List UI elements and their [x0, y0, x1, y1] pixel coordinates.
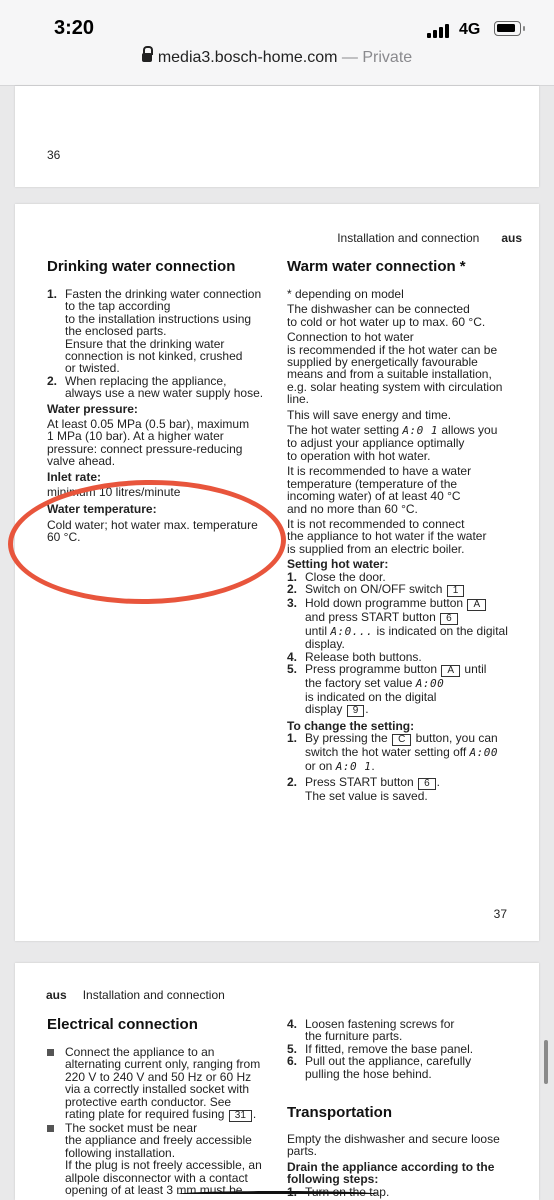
transport-column — [287, 1018, 527, 1080]
list-item: 1. By pressing the C button, you can switch the hot water setting off A:00 or on A:0 1. — [287, 732, 527, 773]
text-line: the appliance and freely accessible — [65, 1133, 252, 1148]
url-separator: — — [337, 49, 363, 66]
text-line: Release both buttons. — [305, 649, 422, 664]
text-fragment: is indicated on the digital — [376, 623, 508, 638]
text-line — [305, 663, 527, 677]
text-fragment: button, you can — [415, 731, 498, 746]
text-fragment: switch the hot water setting off — [305, 745, 467, 760]
electrical-connection-title: Electrical connection — [47, 1016, 198, 1033]
list-item — [47, 1046, 279, 1122]
text-line: opening of at least 3 mm must be — [65, 1183, 243, 1198]
button-ref: A — [467, 599, 486, 611]
text-line: This will save energy and time. — [287, 407, 452, 422]
transportation-title: Transportation — [287, 1104, 393, 1121]
text-line: protective earth conductor. See — [65, 1094, 232, 1109]
browsing-mode: Private — [362, 49, 413, 66]
list-item: 4. Release both buttons. — [287, 651, 527, 663]
pdf-page-38 — [15, 963, 539, 1200]
text-line: The socket must be near — [65, 1121, 198, 1136]
pdf-page-36 — [15, 86, 539, 187]
text-fragment: until — [305, 623, 328, 638]
text-line: 1 MPa (10 bar). At a higher water — [47, 429, 224, 444]
display-code: A:00 — [469, 746, 499, 760]
text-line: It is recommended to have a water — [287, 464, 472, 479]
setting-hot-water-heading: Setting hot water: — [287, 557, 389, 572]
transport-text — [287, 1133, 527, 1198]
text-line: line. — [287, 392, 310, 407]
display-code: A:0... — [330, 624, 374, 638]
list-item: 1. Turn on the tap. — [287, 1186, 527, 1198]
text-line: parts. — [287, 1144, 318, 1159]
list-item: 5. Press programme button A until the factory set value A:00 is indicated on the digital display 9 . — [287, 663, 527, 717]
lock-icon — [142, 52, 152, 63]
page-number: 37 — [493, 907, 507, 921]
text-line: to adjust your appliance optimally — [287, 436, 465, 451]
text-line: the enclosed parts. — [65, 324, 167, 339]
cellular-signal-icon — [427, 22, 451, 38]
text-line: connection is not kinked, crushed — [65, 349, 243, 364]
url-host: media3.bosch-home.com — [157, 49, 338, 66]
text-line: Drain the appliance according to the — [287, 1159, 495, 1174]
text-line: If the plug is not freely accessible, an — [65, 1158, 262, 1173]
button-ref: 31 — [229, 1110, 252, 1122]
text-line: to the tap according — [65, 299, 171, 314]
inlet-rate-heading: Inlet rate: — [47, 469, 102, 484]
text-line: At least 0.05 MPa (0.5 bar), maximum — [47, 417, 250, 432]
text-line: and no more than 60 °C. — [287, 501, 418, 516]
scrollbar-thumb[interactable] — [544, 1040, 548, 1084]
inlet-rate-text: minimum 10 litres/minute — [47, 485, 181, 500]
header-label: Installation and connection — [82, 988, 225, 1002]
text-line: or on A:0 1. — [305, 758, 375, 773]
browser-top-bar — [0, 0, 554, 86]
battery-icon — [494, 21, 521, 36]
text-fragment: or on — [305, 758, 333, 773]
text-line — [305, 677, 527, 690]
text-line: Press START button 6 . — [305, 775, 440, 790]
text-line — [305, 611, 527, 625]
text-line: pulling the hose behind. — [305, 1066, 432, 1081]
text-line: Connection to hot water — [287, 330, 414, 345]
text-line: Empty the dishwasher and secure loose — [287, 1132, 500, 1146]
header-tag: aus — [501, 231, 522, 245]
text-fragment: allows you — [441, 423, 498, 438]
list-item: 2. Press START button 6 . The set value is saved. — [287, 776, 527, 802]
text-line: pressure: connect pressure-reducing — [47, 441, 243, 456]
text-line: Pull out the appliance, carefully — [305, 1054, 472, 1069]
text-fragment: and press START button — [305, 609, 436, 624]
text-line: supplied by energetically favourable — [287, 355, 478, 370]
pdf-page-37 — [15, 204, 539, 941]
text-line: alternating current only, ranging from — [65, 1057, 261, 1072]
text-line: e.g. solar heating system with circulation — [287, 379, 503, 394]
address-bar[interactable] — [0, 49, 554, 77]
text-fragment: The hot water setting — [287, 423, 400, 438]
text-line: Cold water; hot water max. temperature — [47, 517, 258, 532]
text-line — [305, 583, 527, 597]
list-item: 1. Close the door. — [287, 571, 527, 583]
text-line — [305, 597, 527, 611]
text-line: the appliance to hot water if the water — [287, 529, 487, 544]
text-line: is indicated on the digital — [305, 689, 437, 704]
list-item: 2. Switch on ON/OFF switch 1 — [287, 583, 527, 597]
button-ref: 1 — [447, 585, 465, 597]
text-fragment: rating plate for required fusing — [65, 1107, 225, 1122]
bullet-icon — [47, 1049, 54, 1056]
button-ref: A — [441, 665, 460, 677]
text-line: temperature (temperature of the — [287, 476, 458, 491]
text-line: to the installation instructions using — [65, 311, 252, 326]
page-header — [46, 988, 225, 1002]
drinking-water-title: Drinking water connection — [47, 258, 236, 275]
electrical-column — [47, 1046, 279, 1196]
list-item: 1. Fasten the drinking water connection to the tap according to the installation instructions using the enclosed parts. Ensure that the drinking water connection is not kinked, crushed or twisted. — [47, 288, 279, 375]
text-line: 60 °C. — [47, 530, 81, 545]
text-fragment: By pressing the — [305, 731, 388, 746]
display-code: A:0 1 — [402, 424, 439, 438]
text-fragment: Press START button — [305, 775, 414, 790]
list-item: 3. Hold down programme button A and press START button 6 until A:0... is indicated on the digital display. — [287, 597, 527, 651]
text-fragment: Press programme button — [305, 662, 438, 677]
text-line: It is not recommended to connect — [287, 516, 465, 531]
text-line: is supplied from an electric boiler. — [287, 541, 465, 556]
text-line: Connect the appliance to an — [65, 1045, 215, 1059]
text-line: the furniture parts. — [305, 1029, 403, 1044]
text-line: rating plate for required fusing 31 . — [65, 1107, 257, 1122]
text-line: The set value is saved. — [305, 789, 428, 804]
text-fragment: display — [305, 701, 343, 716]
text-line: display. — [305, 637, 345, 652]
text-line: via a correctly installed socket with — [65, 1082, 250, 1097]
button-ref: 9 — [347, 705, 365, 717]
text-fragment: until — [464, 662, 487, 677]
list-item: 6. Pull out the appliance, carefully pulling the hose behind. — [287, 1055, 527, 1080]
status-time: 3:20 — [54, 17, 95, 39]
text-line: following installation. — [65, 1145, 176, 1160]
text-line: always use a new water supply hose. — [65, 386, 264, 401]
text-line: following steps: — [287, 1172, 379, 1187]
text-fragment: the factory set value — [305, 676, 413, 691]
text-line: to cold or hot water up to max. 60 °C. — [287, 314, 486, 329]
text-line: Fasten the drinking water connection — [65, 287, 262, 301]
text-line — [305, 625, 527, 638]
button-ref: 6 — [418, 778, 436, 790]
text-line: Close the door. — [305, 569, 386, 584]
text-line: valve ahead. — [47, 454, 116, 469]
button-ref: C — [392, 734, 411, 746]
header-tag: aus — [46, 988, 67, 1002]
text-line: display 9 . — [305, 701, 369, 716]
display-code: A:0 1 — [335, 759, 372, 773]
text-fragment: Switch on ON/OFF switch — [305, 581, 443, 596]
list-item — [47, 1122, 279, 1196]
list-item: 5. If fitted, remove the base panel. — [287, 1043, 527, 1055]
text-line: * depending on model — [287, 287, 404, 301]
text-line: When replacing the appliance, — [65, 373, 227, 388]
page-number: 36 — [47, 148, 61, 162]
scribble-annotation — [178, 1191, 378, 1197]
text-line: incoming water) of at least 40 °C — [287, 489, 461, 504]
network-type: 4G — [459, 21, 481, 38]
change-setting-heading: To change the setting: — [287, 718, 415, 733]
list-item: 2. When replacing the appliance, always use a new water supply hose. — [47, 375, 279, 400]
header-label: Installation and connection — [337, 231, 480, 245]
text-line: 220 V to 240 V and 50 Hz or 60 Hz — [65, 1069, 252, 1084]
drinking-water-column — [47, 288, 279, 544]
text-line — [305, 746, 527, 759]
text-line: allpole disconnector with a contact — [65, 1170, 248, 1185]
display-code: A:00 — [415, 677, 445, 691]
page-header — [337, 231, 522, 245]
button-ref: 6 — [440, 613, 458, 625]
text-line: The dishwasher can be connected — [287, 302, 470, 317]
text-line: Ensure that the drinking water — [65, 336, 225, 351]
text-line: means and from a suitable installation, — [287, 367, 492, 382]
warm-water-title: Warm water connection * — [287, 258, 466, 275]
water-pressure-heading: Water pressure: — [47, 401, 138, 416]
text-line: Turn on the tap. — [305, 1184, 390, 1199]
text-line — [287, 424, 527, 437]
text-line: Loosen fastening screws for — [305, 1017, 455, 1031]
text-line: or twisted. — [65, 361, 120, 376]
text-line: If fitted, remove the base panel. — [305, 1041, 474, 1056]
text-line: to operation with hot water. — [287, 448, 431, 463]
text-line — [305, 732, 527, 746]
bullet-icon — [47, 1125, 54, 1132]
text-fragment: Hold down programme button — [305, 595, 464, 610]
water-temperature-heading: Water temperature: — [47, 501, 157, 516]
list-item: 4. Loosen fastening screws for the furniture parts. — [287, 1018, 527, 1043]
text-line: is recommended if the hot water can be — [287, 342, 498, 357]
warm-water-column — [287, 288, 527, 803]
